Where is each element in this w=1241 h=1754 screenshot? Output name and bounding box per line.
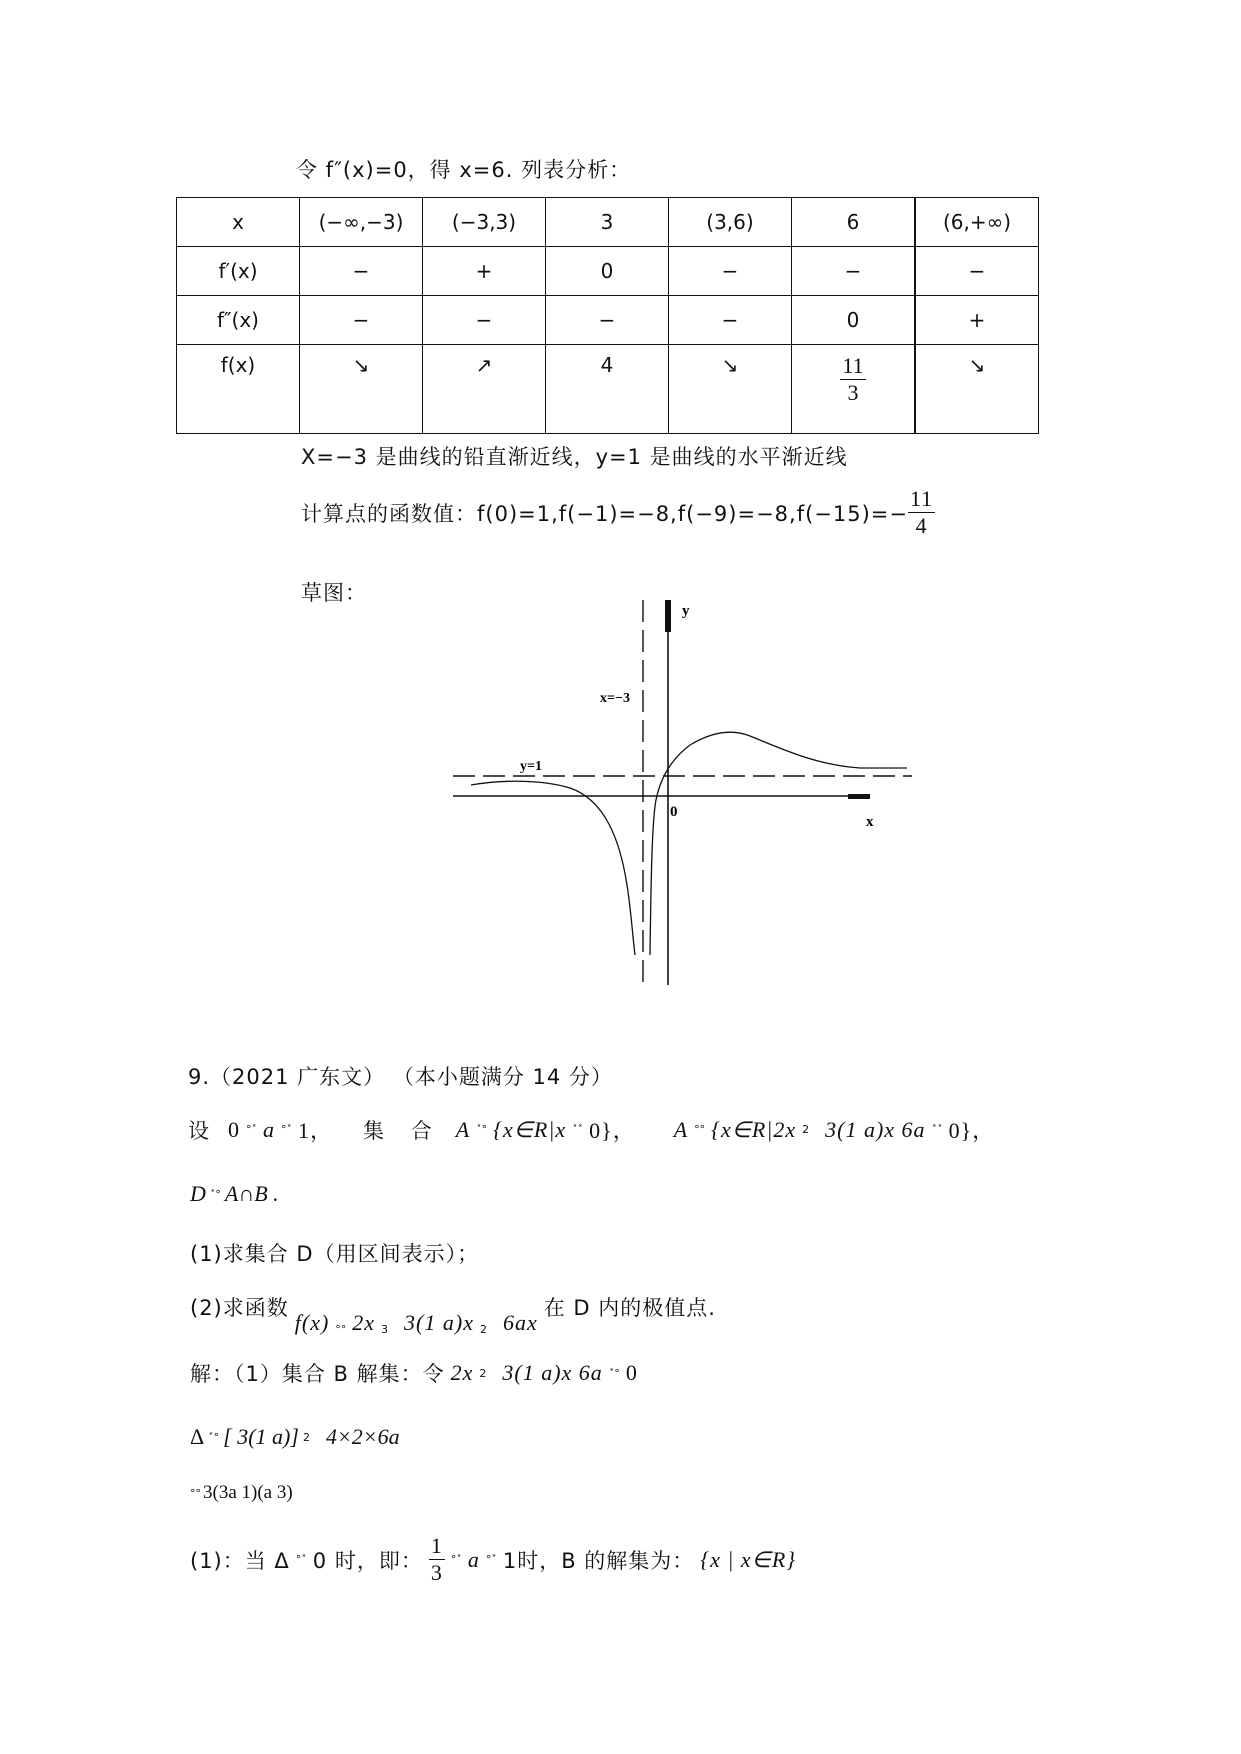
fraction-denominator: 4	[915, 513, 928, 538]
table-cell: 0	[792, 296, 916, 345]
fraction-numerator: 1	[430, 1533, 443, 1558]
table-cell: −	[669, 247, 792, 296]
set-d-name: D	[190, 1181, 206, 1206]
values-text: 计算点的函数值：f(0)=1,f(−1)=−8,f(−9)=−8,f(−15)=−	[301, 501, 908, 526]
table-cell: −	[546, 296, 669, 345]
table-cell: −	[300, 247, 423, 296]
problem-header: 9.（2021 广东文） （本小题满分 14 分）	[188, 1065, 613, 1089]
q2-lead: (2)求函数	[190, 1296, 289, 1320]
increasing-arrow: ↗	[423, 345, 546, 434]
table-cell: 6	[792, 198, 916, 247]
set-b-body: {x∈R|2x	[711, 1116, 797, 1142]
row-label: f″(x)	[177, 296, 300, 345]
table-cell: −	[300, 296, 423, 345]
table-cell: x	[177, 198, 300, 247]
question-2: (2)求函数 f(x) °° 2x 3 3(1 a)x 2 6ax 在 D 内的极值点.	[190, 1292, 716, 1322]
cond-zero: 0	[228, 1116, 240, 1142]
table-cell: 0	[546, 247, 669, 296]
right-branch	[650, 732, 907, 955]
table-cell: (−∞,−3)	[300, 198, 423, 247]
asymptote-line: X=−3 是曲线的铅直渐近线，y=1 是曲线的水平渐近线	[301, 445, 848, 469]
case-zero: 0 时，即：	[312, 1548, 423, 1573]
horizontal-asymptote-label: y=1	[520, 759, 542, 774]
q2-term3: 6ax	[502, 1310, 538, 1335]
set-a-name: A	[455, 1116, 471, 1142]
table-cell: 3	[546, 198, 669, 247]
set-b-mid: 3(1 a)x 6a	[825, 1116, 926, 1142]
x-axis-arrow-icon	[848, 794, 870, 799]
var-a: a	[263, 1116, 275, 1142]
delta-term1: [ 3(1 a)]	[223, 1424, 299, 1449]
solution-end: 0	[625, 1360, 638, 1385]
table-cell: −	[792, 247, 916, 296]
table-cell: −	[669, 296, 792, 345]
intro-line: 令 f″(x)=0，得 x=6. 列表分析：	[296, 158, 632, 182]
case-a: a	[467, 1546, 480, 1572]
factor-expression: 3(3a 1)(a 3)	[203, 1482, 293, 1503]
solution-line: 解：（1）集合 B 解集：令 2x 2 3(1 a)x 6a ˟° 0	[190, 1360, 638, 1386]
table-cell: 4	[546, 345, 669, 434]
table-cell: (−3,3)	[423, 198, 546, 247]
decreasing-arrow: ↘	[915, 345, 1039, 434]
vertical-asymptote-label: x=−3	[600, 691, 630, 706]
q2-fx: f(x)	[294, 1310, 330, 1335]
delta-line: Δ ˟° [ 3(1 a)] 2 4×2×6a	[190, 1424, 400, 1449]
origin-label: 0	[670, 804, 678, 820]
case-one: 1时，B 的解集为：	[502, 1548, 695, 1573]
solution-term1: 2x	[450, 1360, 474, 1385]
row-label: f′(x)	[177, 247, 300, 296]
q2-term2: 3(1 a)x	[404, 1310, 474, 1335]
delta-term2: 4×2×6a	[325, 1424, 400, 1449]
sketch-label: 草图：	[301, 581, 367, 605]
row-label: f(x)	[177, 345, 300, 434]
fraction-denominator: 3	[847, 380, 859, 405]
y-axis-arrow-icon	[665, 600, 671, 632]
table-cell: +	[423, 247, 546, 296]
set-b-end: 0}，	[948, 1118, 996, 1143]
question-1: (1)求集合 D（用区间表示）；	[190, 1242, 480, 1266]
table-cell: −	[423, 296, 546, 345]
case-lead: (1)：当 Δ	[190, 1548, 290, 1573]
set-a-end: 0}，	[589, 1118, 636, 1143]
cond-one: 1，	[298, 1118, 334, 1143]
solution-term2: 3(1 a)x 6a	[502, 1360, 603, 1385]
table-cell: −	[915, 247, 1039, 296]
d-definition-line: D ˟° A∩B .	[190, 1181, 279, 1206]
decreasing-arrow: ↘	[300, 345, 423, 434]
case-line: (1)：当 Δ °˟ 0 时，即： $\frac{1}{3}$ °˟ a °˟ 1时，B 的解集为： {x | x∈R}	[190, 1533, 797, 1585]
factor-line: °° 3(3a 1)(a 3)	[190, 1482, 293, 1503]
y-axis-label: y	[682, 603, 690, 619]
set-d-rest: A∩B .	[224, 1181, 279, 1206]
q2-term1: 2x	[352, 1310, 376, 1335]
set-b-name: A	[673, 1116, 689, 1142]
left-branch	[471, 781, 635, 955]
table-cell: (3,6)	[669, 198, 792, 247]
solution-lead: 解：（1）集合 B 解集：令	[190, 1362, 445, 1386]
delta-symbol: Δ	[190, 1424, 205, 1449]
fraction-numerator: 11	[909, 486, 934, 511]
set-a-body: {x∈R|x	[493, 1116, 567, 1142]
fraction-denominator: 3	[430, 1560, 443, 1585]
table-cell: (6,+∞)	[915, 198, 1039, 247]
set-definition-line: 设 0 °˟ a °˟ 1， 集 合 A ˟° {x∈R|x ˟˟ 0}， A °° {x∈R|2x 2 3(1 a)x 6a ˟˟ 0}，	[188, 1114, 995, 1145]
table-cell: +	[915, 296, 1039, 345]
fraction	[429, 1533, 445, 1586]
decreasing-arrow: ↘	[669, 345, 792, 434]
set-lead: 设	[188, 1118, 210, 1143]
case-set: {x | x∈R}	[700, 1546, 797, 1572]
q2-tail: 在 D 内的极值点.	[543, 1296, 716, 1320]
x-axis-label: x	[866, 814, 874, 830]
fraction-numerator: 11	[842, 353, 864, 378]
set-word: 集 合	[363, 1118, 442, 1143]
